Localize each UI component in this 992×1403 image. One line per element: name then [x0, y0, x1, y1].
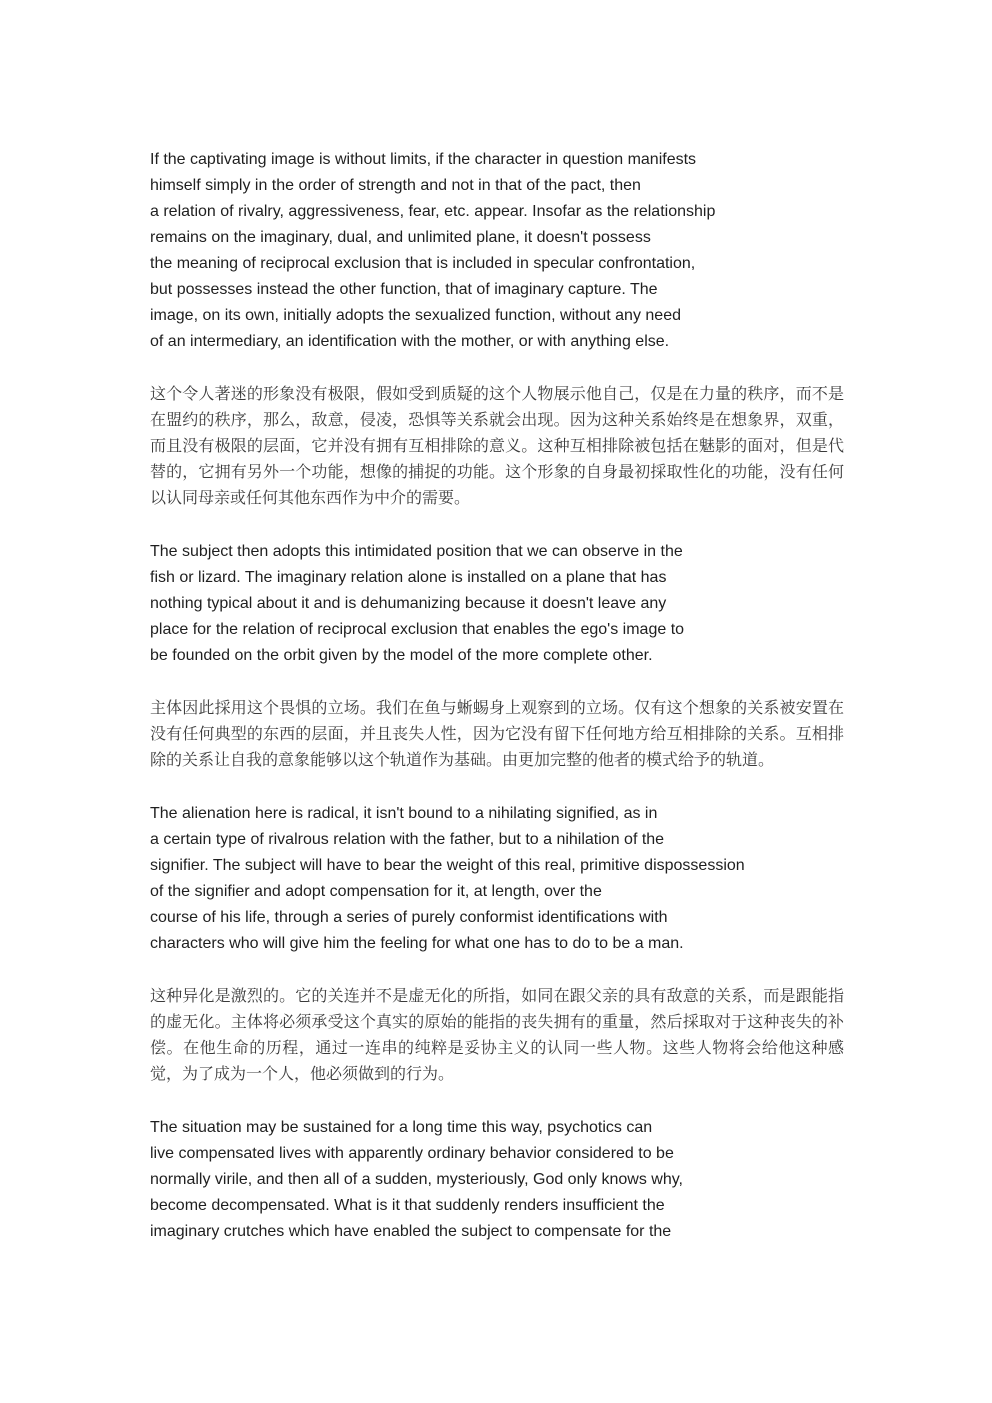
text-line: place for the relation of reciprocal exclusion that enables the ego's image to: [150, 621, 685, 638]
text-line: If the captivating image is without limits, if the character in question manifests: [150, 151, 697, 168]
chinese-paragraph-3: 这种异化是激烈的。它的关连并不是虚无化的所指，如同在跟父亲的具有敌意的关系，而是跟能指的虚无化。主体将必须承受这个真实的原始的能指的丧失拥有的重量，然后採取对于这种丧失的补偿。在他生命的历程，通过一连串的纯粹是妥协主义的认同一些人物。这些人物将会给他这种感觉，为了成为一个人，他必须做到的行为。: [150, 986, 844, 1083]
text-line: a relation of rivalry, aggressiveness, fear, etc. appear. Insofar as the relationship: [150, 203, 716, 220]
text-line: image, on its own, initially adopts the sexualized function, without any need: [150, 307, 681, 324]
text-line: live compensated lives with apparently ordinary behavior considered to be: [150, 1145, 674, 1162]
english-paragraph-3: [150, 801, 850, 957]
document-body: [150, 147, 850, 1245]
text-line: become decompensated. What is it that suddenly renders insufficient the: [150, 1197, 665, 1214]
chinese-paragraph-2: 主体因此採用这个畏惧的立场。我们在鱼与蜥蜴身上观察到的立场。仅有这个想象的关系被安置在没有任何典型的东西的层面，并且丧失人性，因为它没有留下任何地方给互相排除的关系。互相排除的关系让自我的意象能够以这个轨道作为基础。由更加完整的他者的模式给予的轨道。: [150, 698, 844, 769]
text-line: signifier. The subject will have to bear the weight of this real, primitive dispossession: [150, 857, 745, 874]
text-line: himself simply in the order of strength and not in that of the pact, then: [150, 177, 641, 194]
text-line: course of his life, through a series of purely conformist identifications with: [150, 909, 668, 926]
english-paragraph-1: [150, 147, 850, 355]
text-line: but possesses instead the other function, that of imaginary capture. The: [150, 281, 658, 298]
text-line: a certain type of rivalrous relation with the father, but to a nihilation of the: [150, 831, 665, 848]
text-line: of an intermediary, an identification with the mother, or with anything else.: [150, 333, 670, 350]
text-line: The situation may be sustained for a long time this way, psychotics can: [150, 1119, 653, 1136]
text-line: The subject then adopts this intimidated position that we can observe in the: [150, 543, 683, 560]
text-line: fish or lizard. The imaginary relation alone is installed on a plane that has: [150, 569, 667, 586]
text-line: normally virile, and then all of a sudden, mysteriously, God only knows why,: [150, 1171, 683, 1188]
text-line: The alienation here is radical, it isn't bound to a nihilating signified, as in: [150, 805, 658, 822]
english-paragraph-2: [150, 539, 850, 669]
text-line: of the signifier and adopt compensation for it, at length, over the: [150, 883, 602, 900]
chinese-paragraph-1: 这个令人著迷的形象没有极限，假如受到质疑的这个人物展示他自己，仅是在力量的秩序，而不是在盟约的秩序，那么，敌意，侵凌，恐惧等关系就会出现。因为这种关系始终是在想象界，双重，而且没有极限的层面，它并没有拥有互相排除的意义。这种互相排除被包括在魅影的面对，但是代替的，它拥有另外一个功能，想像的捕捉的功能。这个形象的自身最初採取性化的功能，没有任何以认同母亲或任何其他东西作为中介的需要。: [150, 384, 844, 507]
text-line: the meaning of reciprocal exclusion that is included in specular confrontation,: [150, 255, 696, 272]
text-line: imaginary crutches which have enabled the subject to compensate for the: [150, 1223, 672, 1240]
english-paragraph-4: [150, 1115, 850, 1245]
text-line: be founded on the orbit given by the model of the more complete other.: [150, 647, 653, 664]
text-line: characters who will give him the feeling for what one has to do to be a man.: [150, 935, 684, 952]
text-line: nothing typical about it and is dehumanizing because it doesn't leave any: [150, 595, 667, 612]
text-line: remains on the imaginary, dual, and unlimited plane, it doesn't possess: [150, 229, 651, 246]
